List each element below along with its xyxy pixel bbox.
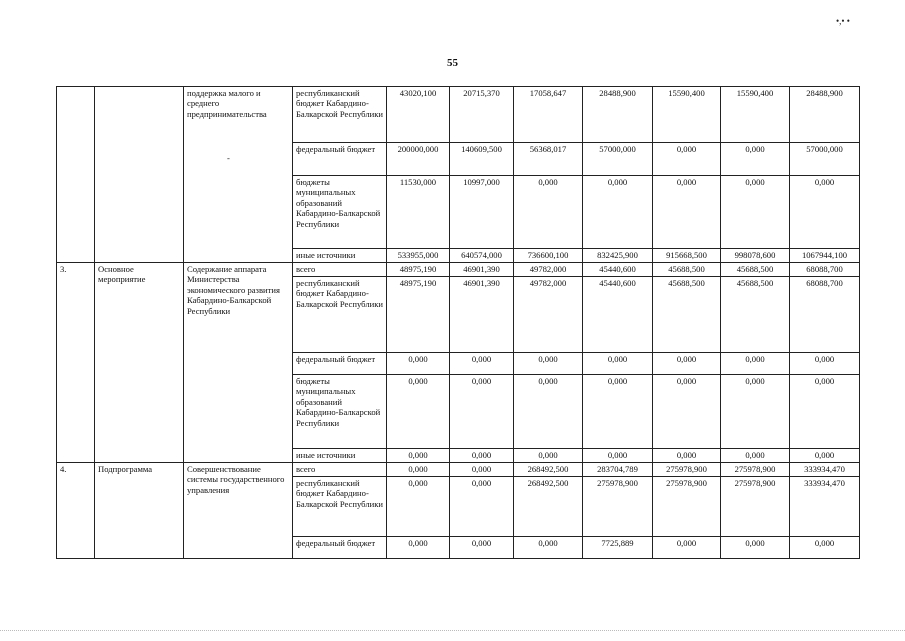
amount-cell: 17058,647 [514,87,583,143]
item-name-text: Совершенствование системы государственного управления [187,464,285,495]
amount-cell: 28488,900 [790,87,860,143]
amount-cell: 28488,900 [583,87,653,143]
funding-source-cell: иные источники [293,249,387,263]
funding-source-cell: бюджеты муниципальных образований Кабардино-Балкарской Республики [293,375,387,449]
amount-cell: 268492,500 [514,463,583,477]
amount-cell: 46901,390 [450,277,514,353]
amount-cell: 49782,000 [514,277,583,353]
row-number-cell: 3. [57,263,95,463]
amount-cell: 0,000 [514,537,583,559]
funding-source-cell: федеральный бюджет [293,143,387,176]
amount-cell: 0,000 [450,353,514,375]
amount-cell: 7725,889 [583,537,653,559]
item-type-cell: Подпрограмма [95,463,184,559]
amount-cell: 68088,700 [790,263,860,277]
funding-source-cell: республиканский бюджет Кабардино-Балкарской Республики [293,277,387,353]
amount-cell: 0,000 [583,176,653,249]
amount-cell: 0,000 [387,375,450,449]
amount-cell: 275978,900 [721,463,790,477]
amount-cell: 0,000 [721,375,790,449]
amount-cell: 0,000 [653,176,721,249]
table-row [57,263,860,277]
funding-source-cell: федеральный бюджет [293,537,387,559]
funding-source-cell: бюджеты муниципальных образований Кабардино-Балкарской Республики [293,176,387,249]
amount-cell: 736600,100 [514,249,583,263]
amount-cell: 0,000 [450,537,514,559]
amount-cell: 15590,400 [653,87,721,143]
amount-cell: 200000,000 [387,143,450,176]
amount-cell: 45688,500 [721,277,790,353]
page-number: 55 [447,57,458,69]
funding-source-cell: иные источники [293,449,387,463]
amount-cell: 0,000 [790,537,860,559]
amount-cell: 0,000 [790,449,860,463]
amount-cell: 0,000 [790,176,860,249]
amount-cell: 0,000 [583,375,653,449]
table-row [57,463,860,477]
amount-cell: 0,000 [450,449,514,463]
amount-cell: 0,000 [721,353,790,375]
amount-cell: 46901,390 [450,263,514,277]
funding-source-cell: всего [293,263,387,277]
row-number-cell [57,87,95,263]
amount-cell: 333934,470 [790,463,860,477]
amount-cell: 68088,700 [790,277,860,353]
amount-cell: 533955,000 [387,249,450,263]
amount-cell: 0,000 [721,176,790,249]
amount-cell: 0,000 [721,537,790,559]
amount-cell: 0,000 [653,143,721,176]
funding-source-cell: республиканский бюджет Кабардино-Балкарской Республики [293,87,387,143]
amount-cell: 0,000 [653,353,721,375]
amount-cell: 48975,190 [387,263,450,277]
amount-cell: 49782,000 [514,263,583,277]
amount-cell: 0,000 [653,375,721,449]
amount-cell: 275978,900 [721,477,790,537]
amount-cell: 268492,500 [514,477,583,537]
amount-cell: 275978,900 [653,463,721,477]
amount-cell: 832425,900 [583,249,653,263]
amount-cell: 0,000 [653,449,721,463]
amount-cell: 0,000 [653,537,721,559]
dash-mark: - [227,153,230,164]
amount-cell: 0,000 [514,449,583,463]
amount-cell: 0,000 [514,375,583,449]
amount-cell: 1067944,100 [790,249,860,263]
amount-cell: 0,000 [387,537,450,559]
amount-cell: 57000,000 [790,143,860,176]
amount-cell: 333934,470 [790,477,860,537]
amount-cell: 45688,500 [653,263,721,277]
amount-cell: 640574,000 [450,249,514,263]
item-name-text: поддержка малого и среднего предпринимательства [187,88,267,119]
amount-cell: 140609,500 [450,143,514,176]
funding-source-cell: федеральный бюджет [293,353,387,375]
funding-source-cell: всего [293,463,387,477]
amount-cell: 43020,100 [387,87,450,143]
amount-cell: 0,000 [387,353,450,375]
amount-cell: 56368,017 [514,143,583,176]
amount-cell: 0,000 [514,176,583,249]
amount-cell: 45688,500 [721,263,790,277]
amount-cell: 11530,000 [387,176,450,249]
row-number-cell: 4. [57,463,95,559]
amount-cell: 48975,190 [387,277,450,353]
amount-cell: 0,000 [450,463,514,477]
item-name-cell [184,463,293,559]
amount-cell: 0,000 [387,477,450,537]
item-name-cell [184,263,293,463]
amount-cell: 0,000 [790,353,860,375]
amount-cell: 998078,600 [721,249,790,263]
scan-corner-mark: •,• • [836,16,850,26]
amount-cell: 45688,500 [653,277,721,353]
amount-cell: 0,000 [583,449,653,463]
amount-cell: 915668,500 [653,249,721,263]
item-type-cell: Основное мероприятие [95,263,184,463]
table-row [57,87,860,143]
amount-cell: 0,000 [387,449,450,463]
amount-cell: 0,000 [721,143,790,176]
budget-table [56,86,860,559]
amount-cell: 15590,400 [721,87,790,143]
amount-cell: 57000,000 [583,143,653,176]
amount-cell: 275978,900 [583,477,653,537]
amount-cell: 283704,789 [583,463,653,477]
amount-cell: 0,000 [721,449,790,463]
item-type-cell [95,87,184,263]
amount-cell: 20715,370 [450,87,514,143]
amount-cell: 0,000 [583,353,653,375]
amount-cell: 45440,600 [583,263,653,277]
amount-cell: 0,000 [450,477,514,537]
amount-cell: 0,000 [790,375,860,449]
amount-cell: 0,000 [514,353,583,375]
scan-bottom-edge [0,630,905,641]
amount-cell: 275978,900 [653,477,721,537]
amount-cell: 45440,600 [583,277,653,353]
funding-source-cell: республиканский бюджет Кабардино-Балкарской Республики [293,477,387,537]
amount-cell: 10997,000 [450,176,514,249]
item-name-text: Содержание аппарата Министерства экономического развития Кабардино-Балкарской Республики [187,264,280,316]
item-name-cell [184,87,293,263]
amount-cell: 0,000 [387,463,450,477]
amount-cell: 0,000 [450,375,514,449]
